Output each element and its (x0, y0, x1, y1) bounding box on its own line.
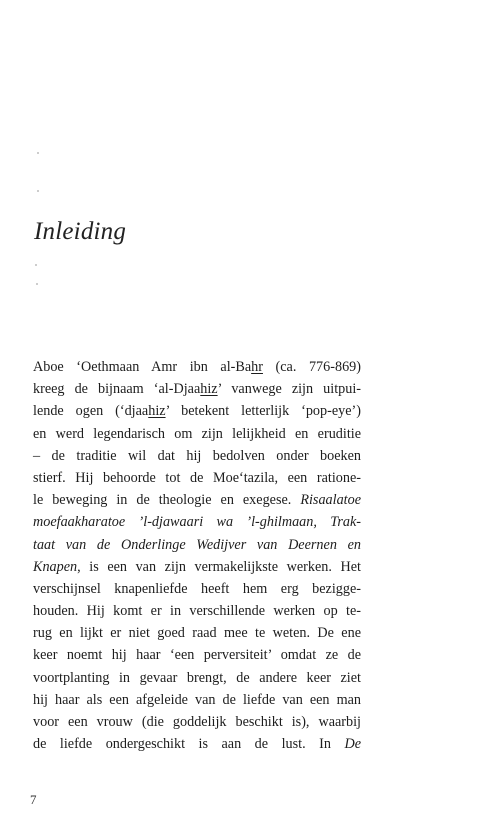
text-line (33, 534, 361, 556)
print-speck (36, 283, 38, 285)
text-segment: voor een vrouw (die goddelijk beschikt is), waarbij (33, 714, 361, 730)
text-line (33, 356, 361, 378)
text-segment: hiz (148, 403, 166, 420)
text-segment: keer noemt hij haar ‘een perversiteit’ omdat ze de (33, 647, 361, 664)
text-segment: verschijnsel knapenliefde heeft hem erg bezigge- (33, 580, 361, 597)
print-speck (37, 152, 39, 154)
text-segment: moefaakharatoe ’l-djawaari wa ’l-ghilmaan, Trak- (33, 514, 361, 531)
text-line (33, 644, 361, 666)
text-segment: lende ogen (‘djaa (33, 403, 149, 420)
text-segment: De (344, 736, 361, 753)
text-line (33, 445, 361, 467)
text-segment: – de traditie wil dat hij bedolven onder boeken (33, 447, 361, 464)
text-segment: hiz (200, 381, 218, 398)
text-segment: hij haar als een afgeleide van de liefde van een man (33, 691, 361, 708)
text-line (33, 511, 361, 533)
body-paragraph (33, 356, 361, 755)
text-segment: , is een van zijn vermakelijkste werken. Het (77, 558, 361, 575)
text-line (33, 600, 361, 622)
chapter-heading: Inleiding (34, 218, 127, 245)
text-line (33, 378, 361, 400)
print-speck (37, 190, 39, 192)
text-segment: stierf. Hij behoorde tot de Moe‘tazila, een ratione- (33, 469, 361, 486)
text-line (33, 423, 361, 445)
text-segment: Aboe ‘Oethmaan Amr ibn al-Ba (33, 359, 252, 375)
text-segment: rug en lijkt er niet goed raad mee te weten. De ene (33, 625, 361, 642)
text-line (33, 578, 361, 600)
print-speck (35, 264, 37, 266)
text-line (33, 489, 361, 511)
text-segment: houden. Hij komt er in verschillende werken op te- (33, 603, 361, 620)
text-segment: ’ betekent letterlijk ‘pop-eye’) (165, 403, 361, 420)
text-segment: hr (251, 359, 263, 375)
page-number: 7 (30, 792, 37, 807)
text-segment: le beweging in de theologie en exegese. (33, 492, 301, 509)
text-segment: (ca. 776-869) (262, 359, 361, 375)
text-segment: de liefde ondergeschikt is aan de lust. In (33, 736, 345, 753)
text-line (33, 622, 361, 644)
text-line (33, 689, 361, 711)
text-segment: Knapen (33, 558, 78, 575)
text-line (33, 400, 361, 422)
text-line (33, 556, 361, 578)
text-line (33, 711, 361, 733)
text-line (33, 667, 361, 689)
text-line (33, 733, 361, 755)
text-segment: en werd legendarisch om zijn lelijkheid en eruditie (33, 425, 361, 442)
text-segment: Risaalatoe (300, 492, 361, 509)
text-segment: ’ vanwege zijn uitpui- (217, 381, 361, 398)
text-segment: taat van de Onderlinge Wedijver van Deernen en (33, 536, 361, 553)
text-segment: voortplanting in gevaar brengt, de andere keer ziet (33, 669, 361, 686)
text-segment: kreeg de bijnaam ‘al-Djaa (33, 381, 201, 398)
text-line (33, 467, 361, 489)
